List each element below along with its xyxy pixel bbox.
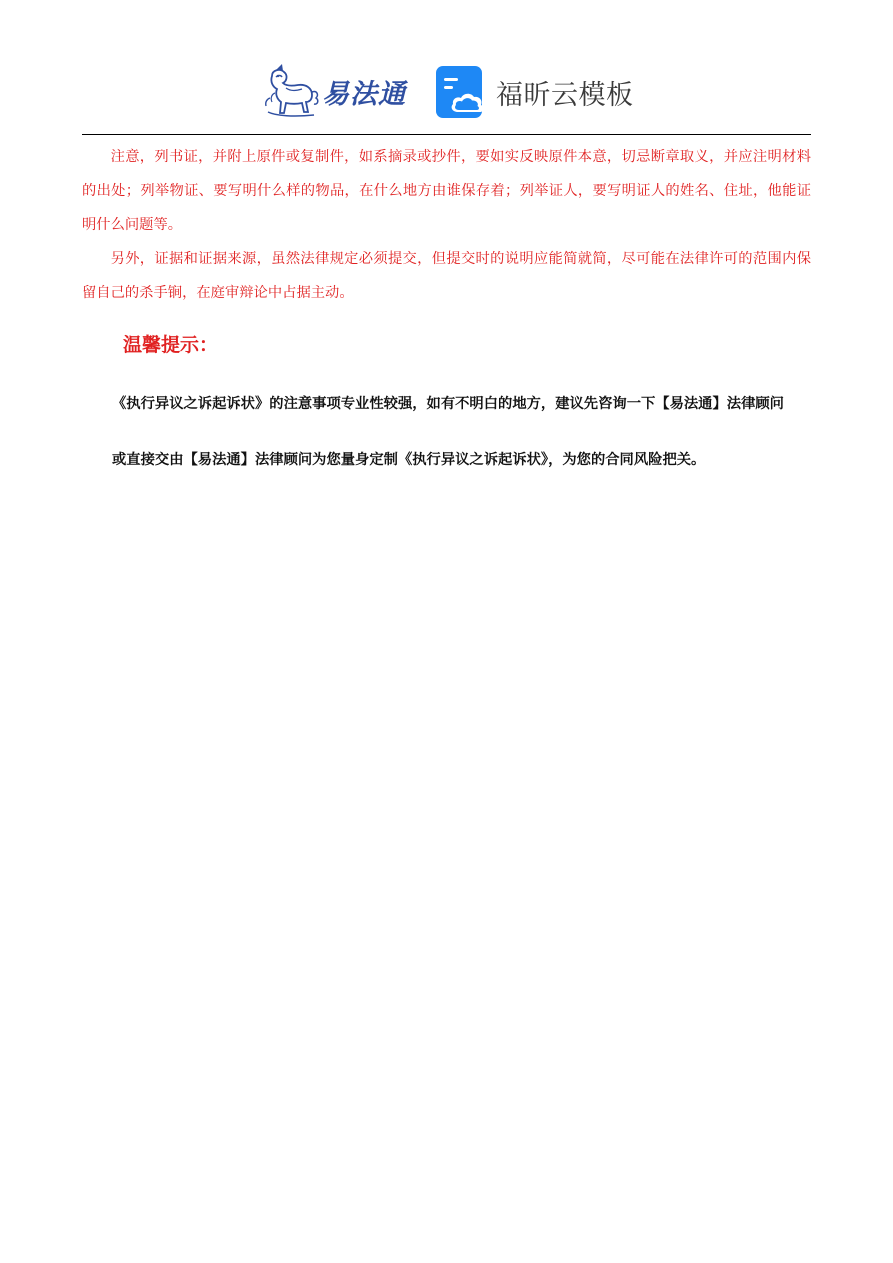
notes-section — [82, 140, 811, 310]
header-divider — [82, 134, 811, 135]
page-header — [0, 0, 893, 136]
brand-foxit-template-text: 福昕云模板 — [496, 79, 634, 111]
tips-paragraph: 《执行异议之诉起诉状》的注意事项专业性较强，如有不明白的地方，建议先咨询一下【易法通】法律顾问 — [112, 396, 784, 412]
yifatong-logo — [262, 62, 414, 120]
brand-yifatong-text: 易法通 — [322, 78, 406, 110]
notes-paragraph: 注意，列书证，并附上原件或复制件，如系摘录或抄件，要如实反映原件本意，切忌断章取义，并应注明材料的出处；列举物证、要写明什么样的物品，在什么地方由谁保存着；列举证人，要写明证人的姓名、住址，他能证明什么问题等。 — [82, 149, 811, 233]
unicorn-logo-icon — [262, 62, 322, 120]
tips-paragraph: 或直接交由【易法通】法律顾问为您量身定制《执行异议之诉起诉状》，为您的合同风险把关。 — [112, 452, 706, 468]
cloud-document-icon — [436, 66, 488, 118]
foxit-template-logo — [436, 66, 634, 118]
tips-section — [82, 386, 811, 478]
tips-heading: 温馨提示： — [123, 334, 219, 356]
notes-paragraph: 另外，证据和证据来源，虽然法律规定必须提交，但提交时的说明应能简就简，尽可能在法律许可的范围内保留自己的杀手锏，在庭审辩论中占据主动。 — [82, 251, 811, 301]
